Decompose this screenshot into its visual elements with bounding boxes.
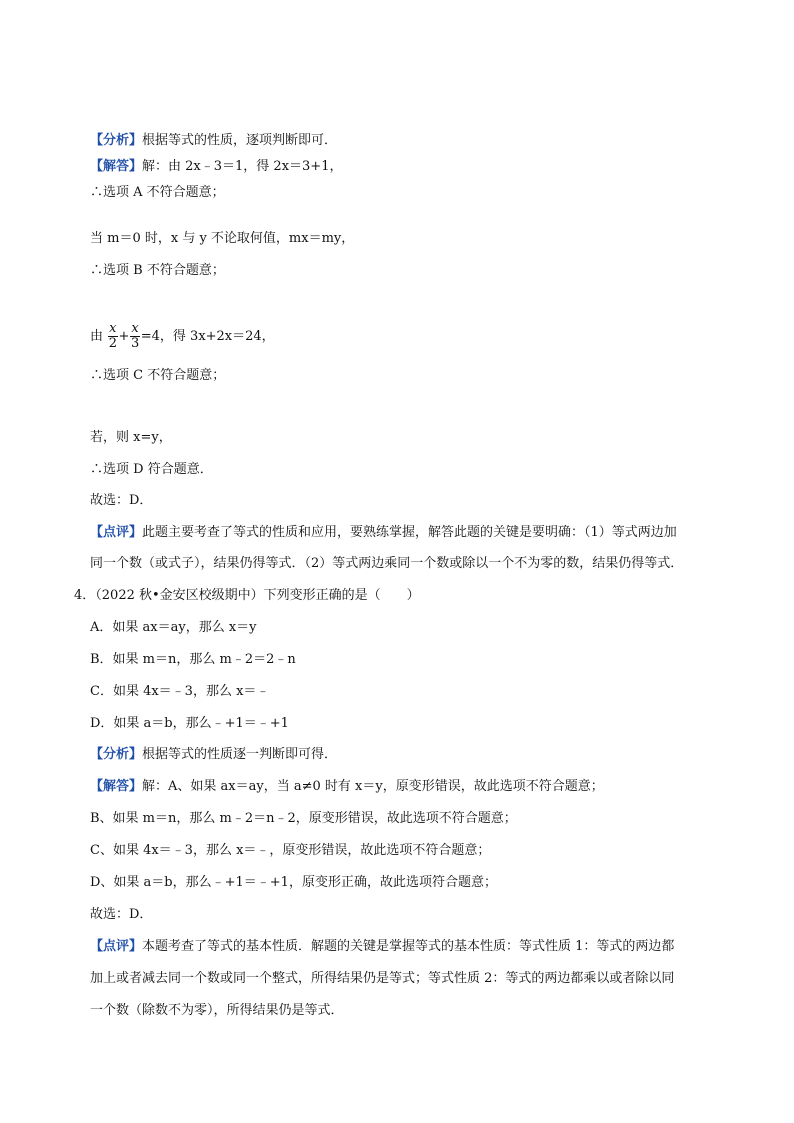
q4-choice: 故选：D．: [90, 907, 153, 922]
q4-comment-line3: 一个数（除数不为零），所得结果仍是等式．: [90, 1003, 344, 1018]
fraction-x-over-2: [108, 322, 117, 351]
fraction-x-over-3: [130, 322, 139, 351]
answer-line-b: 当 m＝0 时，x 与 y 不论取何值，mx＝my，: [90, 231, 355, 246]
q3-comment-line1: [90, 524, 677, 542]
analysis-tag: 【分析】: [90, 133, 143, 148]
comment-tag: 【点评】: [90, 939, 143, 954]
answer-tag: 【解答】: [90, 159, 143, 174]
conclusion-d: ∴选项 D 符合题意．: [90, 462, 213, 477]
line-c-prefix: 由: [90, 329, 104, 344]
q4-option-b: B．如果 m＝n，那么 m﹣2＝2﹣n: [90, 652, 296, 667]
q4-answer-c: C、如果 4x＝﹣3，那么 x＝﹣，原变形错误，故此选项不符合题意；: [90, 843, 491, 858]
q4-comment-line1: [90, 938, 674, 956]
conclusion-c: ∴选项 C 不符合题意；: [90, 368, 226, 383]
analysis-text: 根据等式的性质，逐项判断即可．: [142, 133, 338, 148]
frac1-numerator: x: [109, 321, 117, 336]
answer-line-c: [90, 322, 275, 351]
conclusion-b: ∴选项 B 不符合题意；: [90, 263, 225, 278]
q4-analysis: [90, 746, 337, 764]
q4-answer-a: [90, 778, 604, 796]
q4-answer-d: D、如果 a＝b，那么﹣+1＝﹣+1，原变形正确，故此选项符合题意；: [90, 875, 497, 890]
q4-option-c: C．如果 4x＝﹣3，那么 x＝﹣: [90, 684, 270, 699]
comment-tag: 【点评】: [90, 525, 143, 540]
q3-analysis: [90, 132, 337, 150]
q4-comment-line2: 加上或者减去同一个数或同一个整式，所得结果仍是等式；等式性质 2：等式的两边都乘以或者除以同: [90, 971, 675, 986]
frac2-numerator: x: [131, 321, 139, 336]
frac2-denominator: 3: [130, 336, 140, 351]
q4-analysis-text: 根据等式的性质逐一判断即可得．: [142, 747, 338, 762]
q3-answer: [90, 158, 342, 176]
q4-answer-b: B、如果 m＝n，那么 m﹣2＝n﹣2，原变形错误，故此选项不符合题意；: [90, 811, 517, 826]
q4-answer-a-text: 解：A、如果 ax＝ay，当 a≠0 时有 x＝y，原变形错误，故此选项不符合题意；: [142, 779, 604, 794]
answer-line-d: 若，则 x=y，: [90, 430, 172, 445]
choice-3: 故选：D．: [90, 493, 153, 508]
comment-text-1: 此题主要考查了等式的性质和应用，要熟练掌握，解答此题的关键是要明确：（1）等式两边加: [142, 525, 677, 540]
q3-comment-line2: 同一个数（或式子），结果仍得等式．（2）等式两边乘同一个数或除以一个不为零的数，结果仍得等式．: [90, 556, 684, 571]
analysis-tag: 【分析】: [90, 747, 143, 762]
answer-line-a: 解：由 2x﹣3＝1，得 2x＝3+1，: [142, 159, 343, 174]
plus-sign: +: [118, 329, 130, 344]
conclusion-a: ∴选项 A 不符合题意；: [90, 185, 225, 200]
frac1-denominator: 2: [108, 336, 117, 351]
q4-stem: 4．（2022 秋•金安区校级期中）下列变形正确的是（ ）: [74, 588, 420, 603]
q4-option-d: D．如果 a＝b，那么﹣+1＝﹣+1: [90, 716, 289, 731]
line-c-suffix: =4，得 3x+2x＝24，: [140, 329, 275, 344]
answer-tag: 【解答】: [90, 779, 143, 794]
q4-comment-text-1: 本题考查了等式的基本性质．解题的关键是掌握等式的基本性质：等式性质 1：等式的两边都: [142, 939, 675, 954]
q4-option-a: A．如果 ax＝ay，那么 x＝y: [90, 620, 257, 635]
